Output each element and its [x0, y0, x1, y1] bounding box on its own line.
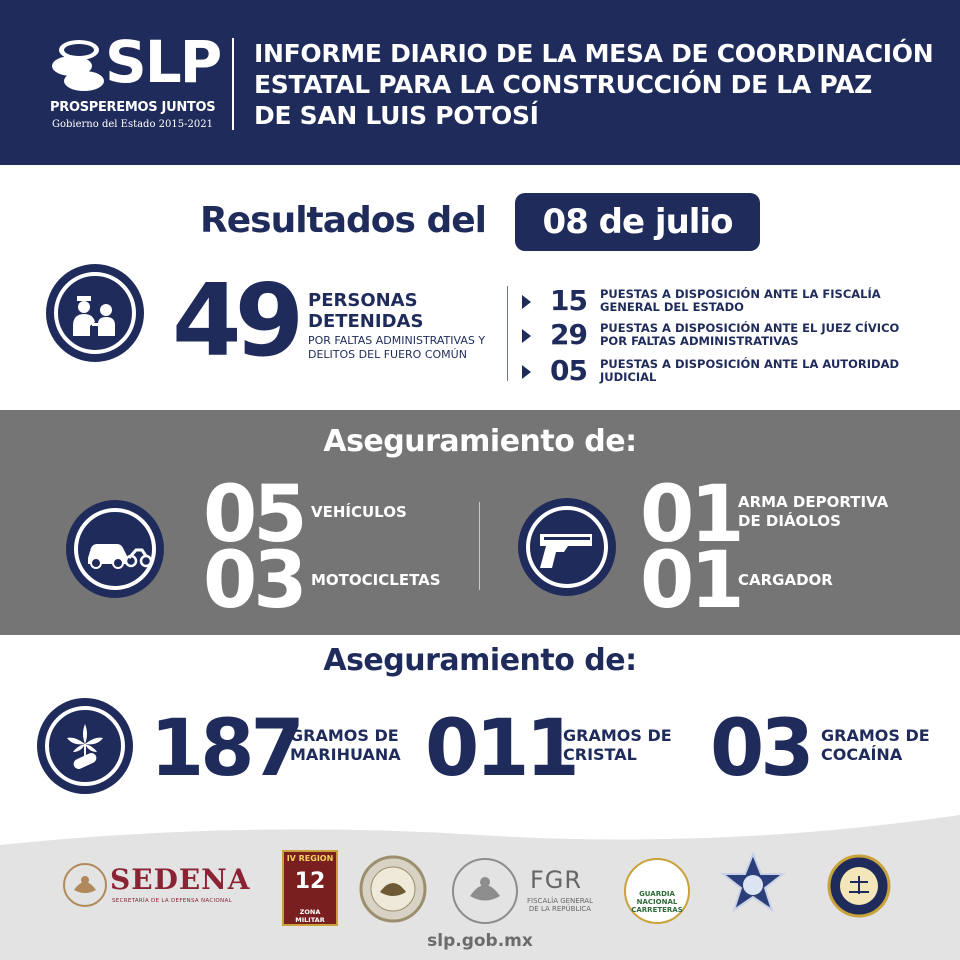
logo-tagline: PROSPEREMOS JUNTOS — [50, 100, 216, 115]
detained-title-1: PERSONAS — [308, 290, 418, 311]
report-title-line-1: INFORME DIARIO DE LA MESA DE COORDINACIÓN — [254, 39, 934, 68]
marijuana-count: 187 — [150, 704, 301, 794]
detained-count: 49 — [172, 262, 298, 379]
police-star-icon — [720, 852, 786, 924]
zone-label: ZONA MILITAR — [295, 908, 325, 924]
region-label: IV REGION — [286, 854, 334, 863]
slp-logo-icon — [52, 38, 110, 92]
weapon-count: 01 — [640, 470, 741, 560]
puesta-count: 15 — [550, 284, 587, 317]
region-number: 12 — [294, 869, 326, 894]
motorcycles-label: MOTOCICLETAS — [311, 571, 441, 589]
cocaine-label-2: COCAÍNA — [821, 745, 903, 764]
puesta-text: PUESTAS A DISPOSICIÓN ANTE LA FISCALÍA GENERAL DEL ESTADO — [600, 287, 881, 314]
header-banner — [0, 0, 960, 165]
puesta-text: PUESTAS A DISPOSICIÓN ANTE EL JUEZ CÍVICO POR FALTAS ADMINISTRATIVAS — [600, 321, 900, 348]
magazine-label: CARGADOR — [738, 571, 833, 589]
header-divider — [232, 38, 234, 130]
sedena-logo: SEDENA — [110, 863, 251, 896]
fgr-subtitle: FISCALÍA GENERAL DE LA REPÚBLICA — [527, 897, 593, 913]
vehicles-label: VEHÍCULOS — [311, 503, 407, 521]
mexico-coat-of-arms-icon — [62, 862, 108, 908]
magazine-count: 01 — [640, 536, 741, 626]
cocaine-label — [821, 726, 930, 764]
vehicles-icon — [66, 500, 164, 598]
website-link[interactable]: slp.gob.mx — [427, 931, 533, 951]
guardia-carreteras-badge — [624, 858, 690, 924]
results-divider — [507, 286, 508, 381]
logo-government: Gobierno del Estado 2015-2021 — [52, 119, 213, 130]
sedena-subtitle: SECRETARÍA DE LA DEFENSA NACIONAL — [112, 898, 232, 904]
report-title-line-3: DE SAN LUIS POTOSÍ — [254, 101, 539, 130]
crystal-label-2: CRISTAL — [563, 745, 637, 764]
detained-subtitle: POR FALTAS ADMINISTRATIVAS Y DELITOS DEL FUERO COMÚN — [308, 334, 486, 361]
motorcycles-count: 03 — [203, 536, 304, 626]
bullet-arrow-icon — [522, 365, 531, 379]
marijuana-label — [290, 726, 401, 764]
military-zone-badge — [282, 850, 338, 926]
puesta-count: 29 — [550, 318, 587, 351]
marijuana-label-2: MARIHUANA — [290, 745, 401, 764]
bullet-arrow-icon — [522, 329, 531, 343]
weapon-label: ARMA DEPORTIVA DE DIÁOLOS — [738, 493, 889, 530]
pistol-icon — [518, 498, 616, 596]
detained-title-2: DETENIDAS — [308, 311, 424, 332]
seizure-title: Aseguramiento de: — [323, 424, 637, 459]
cocaine-label-1: GRAMOS DE — [821, 726, 930, 745]
vehicles-count: 05 — [203, 470, 304, 560]
band-divider — [479, 502, 480, 590]
guardia-nacional-seal-icon — [358, 854, 428, 924]
detained-title — [308, 290, 423, 332]
date-badge: 08 de julio — [515, 193, 760, 251]
fgr-logo: FGR — [530, 866, 583, 894]
cocaine-count: 03 — [710, 704, 811, 794]
fiscalia-estado-seal-icon — [822, 852, 896, 924]
drugs-icon — [37, 698, 133, 794]
bullet-arrow-icon — [522, 295, 531, 309]
marijuana-label-1: GRAMOS DE — [290, 726, 399, 745]
report-title — [254, 38, 934, 131]
seizure-drugs-title: Aseguramiento de: — [323, 643, 637, 678]
crystal-label-1: GRAMOS DE — [563, 726, 672, 745]
crystal-label — [563, 726, 672, 764]
report-title-line-2: ESTATAL PARA LA CONSTRUCCIÓN DE LA PAZ — [254, 70, 872, 99]
results-label: Resultados del — [200, 200, 487, 241]
puesta-text: PUESTAS A DISPOSICIÓN ANTE LA AUTORIDAD JUDICIAL — [600, 357, 900, 384]
arrest-icon — [46, 264, 144, 362]
logo-text: SLP — [105, 28, 221, 96]
crystal-count: 011 — [425, 704, 576, 794]
puesta-count: 05 — [550, 354, 587, 387]
mexico-seal-icon — [450, 856, 520, 926]
guardia-carreteras-label: GUARDIA NACIONAL CARRETERAS — [631, 890, 683, 914]
